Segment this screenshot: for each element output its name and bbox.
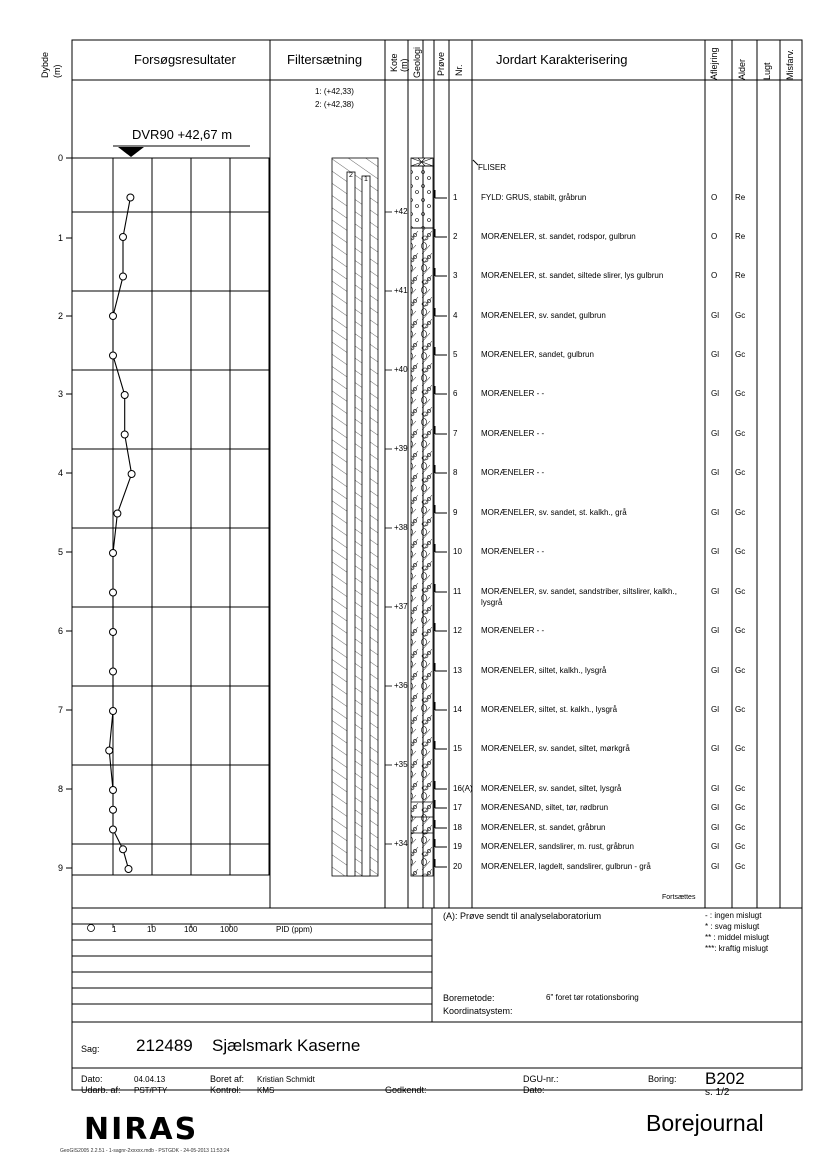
sample-aflejring: Gl	[711, 468, 719, 477]
pid-point	[114, 510, 121, 517]
sample-aflejring: Gl	[711, 626, 719, 635]
header-misfarv: Misfarv.	[785, 49, 795, 80]
sample-nr: 1	[453, 193, 458, 202]
sample-nr: 6	[453, 389, 458, 398]
sample-alder: Re	[735, 232, 746, 241]
sample-description-cont: lysgrå	[481, 598, 503, 607]
dato-value: 04.04.13	[134, 1075, 166, 1084]
legend-scale-label: 1	[112, 925, 117, 934]
sample-description: MORÆNELER, sandslirer, m. rust, gråbrun	[481, 842, 634, 851]
depth-tick: 0	[58, 153, 64, 163]
pid-point	[110, 708, 117, 715]
sample-aflejring: Gl	[711, 823, 719, 832]
sample-description: MORÆNELER, sv. sandet, siltet, mørkgrå	[481, 744, 630, 753]
sample-alder: Gc	[735, 389, 746, 398]
sample-aflejring: Gl	[711, 389, 719, 398]
sample-aflejring: O	[711, 193, 718, 202]
fliser-label: FLISER	[478, 163, 507, 172]
depth-tick: 7	[58, 705, 64, 715]
sample-aflejring: Gl	[711, 705, 719, 714]
sample-nr: 18	[453, 823, 462, 832]
pid-point	[121, 392, 128, 399]
kote-tick: +36	[394, 681, 408, 690]
pid-point	[110, 352, 117, 359]
header-lugt: Lugt	[762, 62, 772, 80]
depth-tick: 8	[58, 784, 64, 794]
sample-nr: 11	[453, 587, 462, 596]
boring-label: Boring:	[648, 1074, 677, 1084]
sample-description: MORÆNELER, siltet, kalkh., lysgrå	[481, 666, 607, 675]
sample-description: MORÆNELER, sandet, gulbrun	[481, 350, 594, 359]
sample-description: MORÆNELER, lagdelt, sandslirer, gulbrun - grå	[481, 862, 651, 871]
sample-aflejring: Gl	[711, 311, 719, 320]
sample-nr: 5	[453, 350, 458, 359]
sample-alder: Gc	[735, 311, 746, 320]
sample-alder: Gc	[735, 784, 746, 793]
filter-tube-label-2: 2	[349, 172, 353, 179]
pid-point	[127, 194, 134, 201]
sample-alder: Gc	[735, 744, 746, 753]
sample-description: MORÆNELER, siltet, st. kalkh., lysgrå	[481, 705, 618, 714]
sample-nr: 14	[453, 705, 462, 714]
sample-alder: Gc	[735, 587, 746, 596]
kote-ticks	[385, 212, 392, 844]
pid-label: PID (ppm)	[276, 925, 313, 934]
analysis-note: (A): Prøve sendt til analyselaboratorium	[443, 911, 602, 921]
sample-nr: 12	[453, 626, 462, 635]
sample-description: MORÆNELER, st. sandet, siltede slirer, lys gulbrun	[481, 271, 664, 280]
header-dybde: Dybde	[40, 51, 50, 78]
header-nr: Nr.	[454, 64, 464, 76]
header-alder: Alder	[737, 58, 747, 80]
pid-point	[120, 234, 127, 241]
sample-aflejring: Gl	[711, 842, 719, 851]
sample-alder: Gc	[735, 468, 746, 477]
filter-tube-label-1: 1	[364, 176, 368, 183]
sample-alder: Gc	[735, 626, 746, 635]
sample-nr: 7	[453, 429, 458, 438]
mislugt-legend: - : ingen mislugt	[705, 911, 762, 920]
sample-description: MORÆNELER, sv. sandet, st. kalkh., grå	[481, 508, 627, 517]
dgu-label: DGU-nr.:	[523, 1074, 559, 1084]
header-dybde-unit: (m)	[52, 64, 62, 78]
sample-description: FYLD: GRUS, stabilt, gråbrun	[481, 193, 587, 202]
pid-point	[110, 550, 117, 557]
filter-label-2: 2: (+42,38)	[315, 100, 354, 109]
kontrol-label: Kontrol:	[210, 1085, 242, 1095]
sample-alder: Gc	[735, 705, 746, 714]
pid-point	[128, 471, 135, 478]
header-aflejring: Aflejring	[709, 47, 719, 80]
depth-tick: 1	[58, 233, 64, 243]
pid-point	[110, 826, 117, 833]
pid-point	[110, 668, 117, 675]
dvr-marker	[118, 147, 144, 157]
sample-description: MORÆNELER - -	[481, 389, 545, 398]
depth-tick: 5	[58, 547, 64, 557]
version-stamp: GeoGIS2005 2.2.51 - 1-sagnr-2xxxxx.mdb - PSTGDK - 24-05-2013 11:53:24	[60, 1148, 230, 1154]
sample-nr: 2	[453, 232, 458, 241]
page-number: s. 1/2	[705, 1087, 730, 1098]
dvr-label: DVR90 +42,67 m	[132, 127, 233, 142]
sample-alder: Gc	[735, 803, 746, 812]
legend-scale-label: 10	[147, 925, 156, 934]
sag-name: Sjælsmark Kaserne	[212, 1036, 361, 1055]
boret-value: Kristian Schmidt	[257, 1075, 315, 1084]
sample-aflejring: O	[711, 232, 718, 241]
sample-nr: 20	[453, 862, 462, 871]
sample-aflejring: Gl	[711, 784, 719, 793]
kote-tick: +35	[394, 760, 408, 769]
depth-tick: 4	[58, 468, 64, 478]
header-kote: Kote	[389, 53, 399, 72]
sample-alder: Gc	[735, 666, 746, 675]
boret-label: Boret af:	[210, 1074, 245, 1084]
legend-scale	[88, 924, 231, 932]
filter-column	[332, 158, 378, 876]
sample-nr: 3	[453, 271, 458, 280]
boring-id: B202	[705, 1069, 745, 1088]
sample-aflejring: Gl	[711, 587, 719, 596]
kote-tick: +40	[394, 365, 408, 374]
document-title: Borejournal	[646, 1110, 764, 1136]
sample-description: MORÆNELER, st. sandet, rodspor, gulbrun	[481, 232, 636, 241]
depth-tick: 2	[58, 311, 64, 321]
depth-tick: 3	[58, 389, 64, 399]
kote-tick: +41	[394, 286, 408, 295]
header-forsoegsresultater: Forsøgsresultater	[134, 52, 236, 67]
filter-label-1: 1: (+42,33)	[315, 87, 354, 96]
sample-alder: Gc	[735, 547, 746, 556]
mislugt-legend: * : svag mislugt	[705, 922, 760, 931]
pid-point	[125, 866, 132, 873]
sample-description: MORÆNELER - -	[481, 626, 545, 635]
mislugt-legend: ***: kraftig mislugt	[705, 944, 769, 953]
legend-scale-label: 100	[184, 925, 198, 934]
sample-aflejring: Gl	[711, 429, 719, 438]
sample-description: MORÆNELER - -	[481, 547, 545, 556]
sample-alder: Gc	[735, 823, 746, 832]
kontrol-value: KMS	[257, 1086, 275, 1095]
dato2-label: Dato:	[523, 1085, 545, 1095]
boremetode-value: 6" foret tør rotationsboring	[546, 993, 639, 1002]
sample-description: MORÆNELER - -	[481, 429, 545, 438]
sample-aflejring: Gl	[711, 508, 719, 517]
niras-logo: NIRAS	[84, 1112, 199, 1147]
sample-alder: Re	[735, 271, 746, 280]
sample-nr: 4	[453, 311, 458, 320]
sample-marks	[435, 190, 447, 867]
kote-tick: +38	[394, 523, 408, 532]
sag-number: 212489	[136, 1036, 193, 1055]
sample-nr: 19	[453, 842, 462, 851]
godkendt-label: Godkendt:	[385, 1085, 427, 1095]
sag-label: Sag:	[81, 1044, 100, 1054]
fortsaettes-label: Fortsættes	[662, 894, 696, 901]
pid-point	[110, 589, 117, 596]
sample-aflejring: Gl	[711, 547, 719, 556]
sample-alder: Gc	[735, 508, 746, 517]
sample-description: MORÆNELER, sv. sandet, gulbrun	[481, 311, 606, 320]
legend-scale-label: 1000	[220, 925, 238, 934]
kote-tick: +39	[394, 444, 408, 453]
sample-aflejring: Gl	[711, 803, 719, 812]
sample-alder: Gc	[735, 842, 746, 851]
sample-aflejring: Gl	[711, 744, 719, 753]
header-kote-unit: (m)	[399, 58, 409, 72]
sample-nr: 10	[453, 547, 462, 556]
dato-label: Dato:	[81, 1074, 103, 1084]
sample-description: MORÆNELER, sv. sandet, siltet, lysgrå	[481, 784, 622, 793]
sample-nr: 9	[453, 508, 458, 517]
sample-aflejring: Gl	[711, 862, 719, 871]
pid-point	[110, 313, 117, 320]
sample-description: MORÆNELER - -	[481, 468, 545, 477]
pid-grid	[72, 158, 269, 875]
boremetode-label: Boremetode:	[443, 993, 495, 1003]
kote-tick: +37	[394, 602, 408, 611]
pid-plot	[106, 194, 135, 873]
sample-nr: 17	[453, 803, 462, 812]
sample-nr: 8	[453, 468, 458, 477]
sample-nr: 16(A)	[453, 784, 473, 793]
header-proeve: Prøve	[436, 51, 446, 76]
sample-nr: 15	[453, 744, 462, 753]
header-geologi: Geologi	[412, 46, 422, 78]
sample-aflejring: Gl	[711, 666, 719, 675]
depth-tick: 9	[58, 863, 64, 873]
sample-aflejring: Gl	[711, 350, 719, 359]
sample-description: MORÆNELER, sv. sandet, sandstriber, siltslirer, kalkh.,	[481, 587, 677, 596]
sample-aflejring: O	[711, 271, 718, 280]
depth-tick: 6	[58, 626, 64, 636]
sample-alder: Gc	[735, 350, 746, 359]
sample-alder: Gc	[735, 429, 746, 438]
sample-alder: Re	[735, 193, 746, 202]
pid-point	[110, 806, 117, 813]
sample-description: MORÆNESAND, siltet, tør, rødbrun	[481, 803, 609, 812]
pid-point	[110, 629, 117, 636]
koordinat-label: Koordinatsystem:	[443, 1006, 513, 1016]
pid-point	[121, 431, 128, 438]
header-filtersaetning: Filtersætning	[287, 52, 363, 67]
pid-point	[110, 787, 117, 794]
pid-point	[106, 747, 113, 754]
header-jordart: Jordart Karakterisering	[496, 52, 628, 67]
sample-nr: 13	[453, 666, 462, 675]
sample-alder: Gc	[735, 862, 746, 871]
geology-column	[411, 158, 433, 876]
mislugt-legend: ** : middel mislugt	[705, 933, 770, 942]
pid-point	[120, 273, 127, 280]
pid-point	[120, 846, 127, 853]
udarb-value: PST/PTY	[134, 1086, 168, 1095]
sample-description: MORÆNELER, st. sandet, gråbrun	[481, 823, 606, 832]
udarb-label: Udarb. af:	[81, 1085, 121, 1095]
kote-tick: +42	[394, 207, 408, 216]
kote-tick: +34	[394, 839, 408, 848]
